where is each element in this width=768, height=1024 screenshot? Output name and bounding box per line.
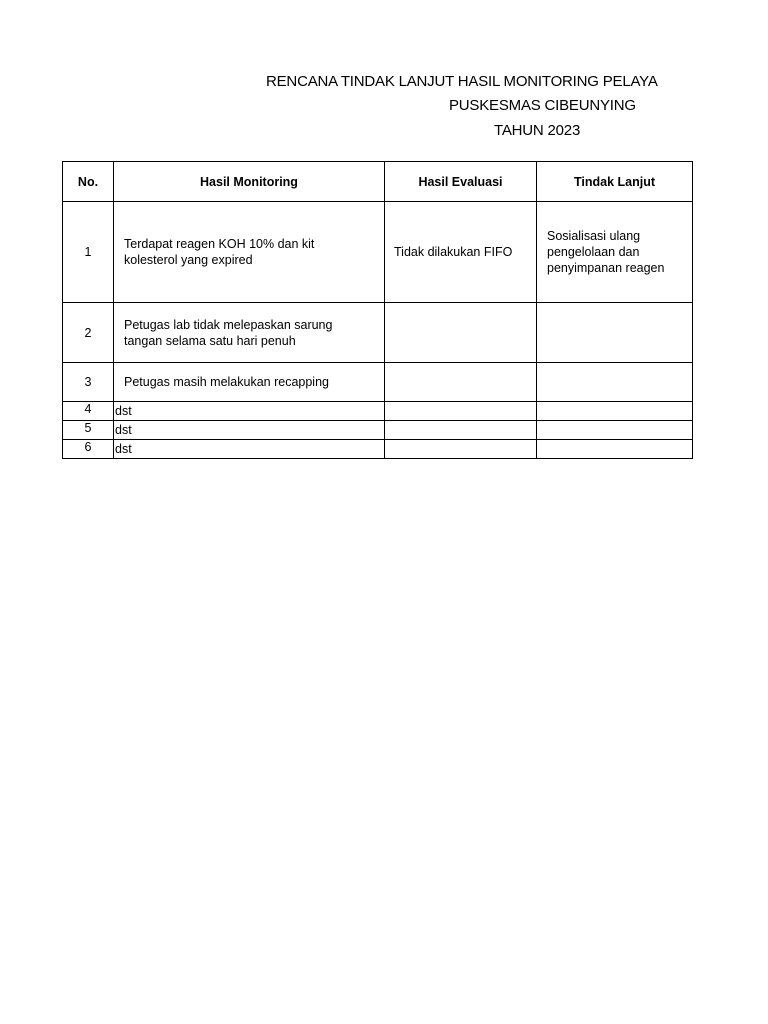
document-title-line-1: RENCANA TINDAK LANJUT HASIL MONITORING PELAYA (266, 73, 658, 90)
hasil-monitoring-text-line: kolesterol yang expired (124, 253, 253, 267)
hasil-evaluasi-cell (385, 402, 537, 421)
tindak-lanjut-cell (537, 440, 693, 459)
hasil-evaluasi-cell: Tidak dilakukan FIFO (385, 202, 537, 303)
header-no: No. (63, 162, 114, 202)
row-number: 2 (63, 303, 114, 363)
header-hasil-monitoring: Hasil Monitoring (114, 162, 385, 202)
hasil-monitoring-cell: dst (114, 440, 385, 459)
tindak-lanjut-text-line: penyimpanan reagen (547, 261, 665, 275)
hasil-evaluasi-cell (385, 303, 537, 363)
hasil-evaluasi-cell (385, 440, 537, 459)
hasil-monitoring-cell (114, 303, 385, 363)
tindak-lanjut-cell (537, 202, 693, 303)
tindak-lanjut-text-line: Sosialisasi ulang (547, 229, 641, 243)
document-title-line-2: PUSKESMAS CIBEUNYING (449, 97, 636, 114)
tindak-lanjut-cell (537, 363, 693, 402)
table-row (63, 363, 693, 402)
header-hasil-evaluasi: Hasil Evaluasi (385, 162, 537, 202)
hasil-monitoring-text-line: tangan selama satu hari penuh (124, 333, 296, 348)
table-row (63, 421, 693, 440)
table-row (63, 202, 693, 303)
table-header-row (63, 162, 693, 202)
hasil-monitoring-text-line: Petugas lab tidak melepaskan sarung (124, 317, 333, 332)
hasil-monitoring-cell: dst (114, 402, 385, 421)
hasil-monitoring-cell (114, 202, 385, 303)
row-number: 6 (63, 440, 114, 459)
hasil-monitoring-text-line: Terdapat reagen KOH 10% dan kit (124, 237, 315, 251)
tindak-lanjut-cell (537, 421, 693, 440)
document-title-line-3: TAHUN 2023 (494, 122, 581, 139)
row-number: 5 (63, 421, 114, 440)
tindak-lanjut-cell (537, 402, 693, 421)
hasil-monitoring-cell: dst (114, 421, 385, 440)
table-row (63, 440, 693, 459)
hasil-evaluasi-cell (385, 421, 537, 440)
header-tindak-lanjut: Tindak Lanjut (537, 162, 693, 202)
hasil-monitoring-cell: Petugas masih melakukan recapping (114, 363, 385, 402)
tindak-lanjut-cell (537, 303, 693, 363)
tindak-lanjut-text-line: pengelolaan dan (547, 245, 640, 259)
row-number: 1 (63, 202, 114, 303)
row-number: 4 (63, 402, 114, 421)
table-row (63, 402, 693, 421)
monitoring-table (62, 161, 693, 459)
table-row (63, 303, 693, 363)
hasil-evaluasi-cell (385, 363, 537, 402)
row-number: 3 (63, 363, 114, 402)
